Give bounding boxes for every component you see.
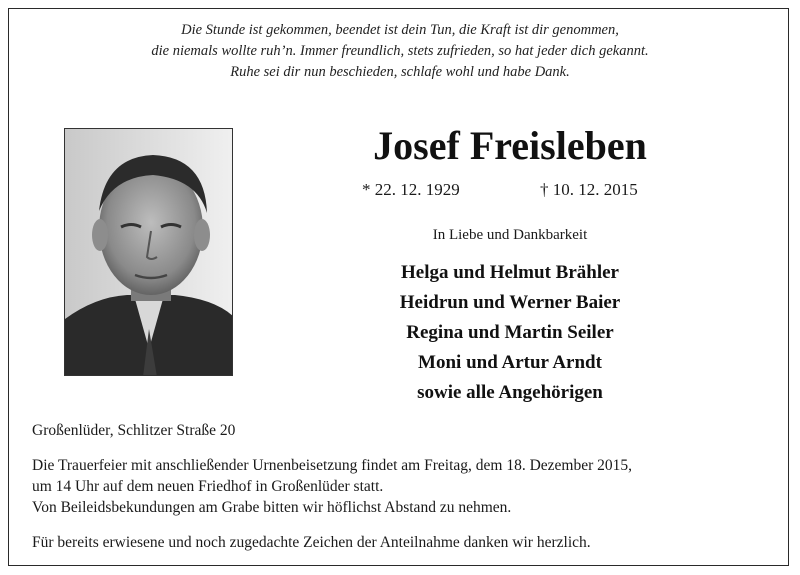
info-line: Von Beileidsbekundungen am Grabe bitten wir höflichst Abstand zu nehmen.	[32, 499, 512, 516]
dedication: In Liebe und Dankbarkeit	[432, 227, 588, 243]
death-date: † 10. 12. 2015	[540, 180, 638, 199]
poem-line: die niemals wollte ruh’n. Immer freundlich, stets zufrieden, so hat jeder dich gekannt.	[151, 43, 649, 59]
poem-line: Ruhe sei dir nun beschieden, schlafe wohl und habe Dank.	[230, 64, 570, 80]
mourner: Helga und Helmut Brähler	[401, 262, 619, 283]
portrait-photo	[64, 128, 233, 376]
mourner: sowie alle Angehörigen	[417, 382, 603, 403]
info-line: Die Trauerfeier mit anschließender Urnenbeisetzung findet am Freitag, dem 18. Dezember 2015,	[32, 457, 632, 474]
birth-date: * 22. 12. 1929	[362, 180, 460, 199]
funeral-info	[32, 455, 632, 518]
address: Großenlüder, Schlitzer Straße 20	[32, 422, 236, 439]
deceased-name: Josef Freisleben	[373, 123, 647, 168]
poem	[0, 20, 800, 83]
mourner: Moni und Artur Arndt	[418, 352, 602, 373]
portrait-image	[65, 129, 233, 376]
info-line: um 14 Uhr auf dem neuen Friedhof in Großenlüder statt.	[32, 478, 384, 495]
poem-line: Die Stunde ist gekommen, beendet ist dein Tun, die Kraft ist dir genommen,	[181, 22, 619, 38]
mourner: Heidrun und Werner Baier	[399, 292, 621, 313]
thanks-note: Für bereits erwiesene und noch zugedachte Zeichen der Anteilnahme danken wir herzlich.	[32, 534, 591, 551]
mourners-list	[300, 258, 720, 408]
mourner: Regina und Martin Seiler	[406, 322, 614, 343]
